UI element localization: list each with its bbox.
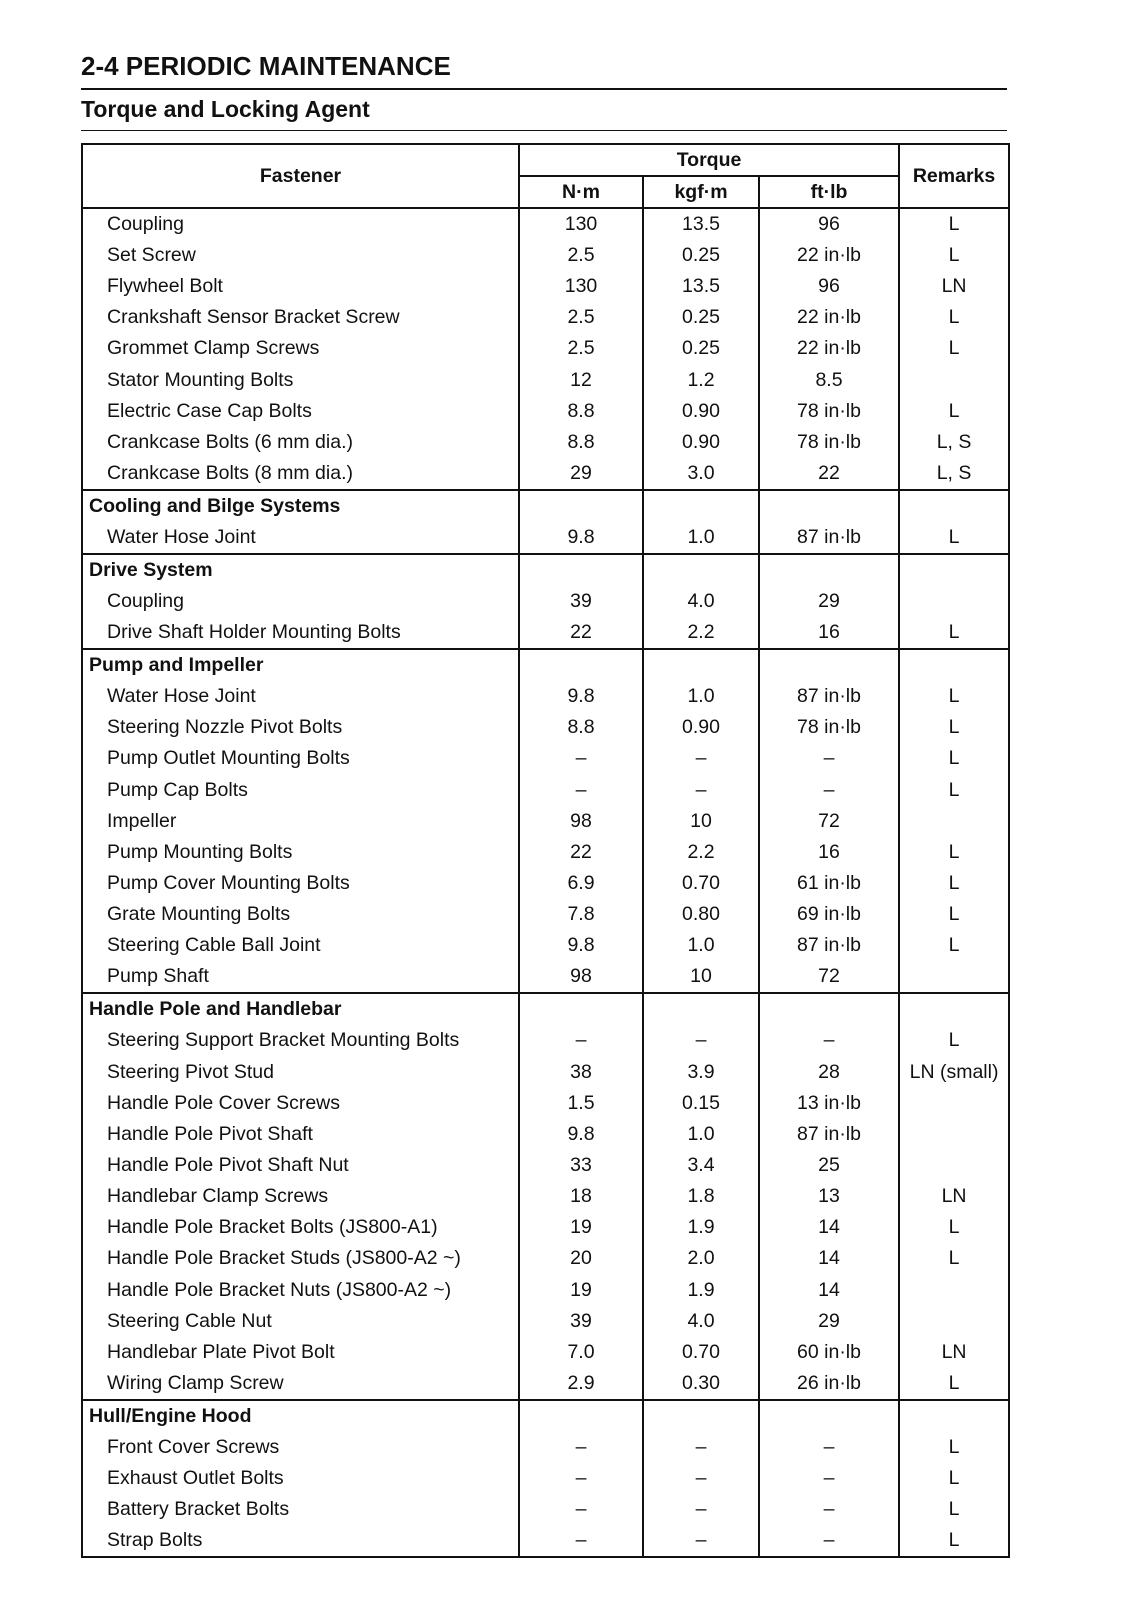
- torque-ftlb-cell: 13 in·lb: [759, 1088, 899, 1119]
- torque-nm-cell: –: [519, 1463, 643, 1494]
- torque-kgfm-cell: 2.2: [643, 837, 759, 868]
- group-header-row: [82, 1400, 1009, 1432]
- fastener-cell: Impeller: [82, 806, 519, 837]
- remarks-cell: L: [899, 1212, 1009, 1243]
- remarks-cell: L: [899, 208, 1009, 240]
- remarks-cell: L: [899, 743, 1009, 774]
- torque-ftlb-cell: –: [759, 1432, 899, 1463]
- torque-kgfm-cell: –: [643, 775, 759, 806]
- fastener-cell: Handle Pole Bracket Bolts (JS800-A1): [82, 1212, 519, 1243]
- torque-ftlb-cell: –: [759, 1025, 899, 1056]
- fastener-cell: Pump Cap Bolts: [82, 775, 519, 806]
- torque-ftlb-cell: 87 in·lb: [759, 522, 899, 554]
- torque-kgfm-cell: 3.4: [643, 1150, 759, 1181]
- table-body: [82, 208, 1009, 1557]
- torque-ftlb-cell: 72: [759, 806, 899, 837]
- torque-nm-cell: 98: [519, 806, 643, 837]
- torque-nm-cell: 9.8: [519, 681, 643, 712]
- torque-nm-cell: –: [519, 743, 643, 774]
- torque-nm-cell: 22: [519, 837, 643, 868]
- table-row: [82, 1088, 1009, 1119]
- torque-ftlb-cell: 69 in·lb: [759, 899, 899, 930]
- fastener-cell: Grate Mounting Bolts: [82, 899, 519, 930]
- torque-kgfm-cell: 10: [643, 806, 759, 837]
- torque-nm-cell: 8.8: [519, 712, 643, 743]
- torque-ftlb-cell: 60 in·lb: [759, 1337, 899, 1368]
- torque-kgfm-cell: 0.90: [643, 427, 759, 458]
- table-row: [82, 1025, 1009, 1056]
- torque-ftlb-cell: 14: [759, 1243, 899, 1274]
- table-row: [82, 458, 1009, 490]
- table-row: [82, 1432, 1009, 1463]
- remarks-cell: [899, 1119, 1009, 1150]
- torque-kgfm-cell: 2.2: [643, 617, 759, 649]
- torque-ftlb-cell: 16: [759, 617, 899, 649]
- remarks-cell: [899, 806, 1009, 837]
- empty-cell: [899, 554, 1009, 586]
- remarks-cell: L: [899, 681, 1009, 712]
- torque-kgfm-cell: 1.9: [643, 1212, 759, 1243]
- empty-cell: [519, 490, 643, 522]
- torque-nm-cell: 2.9: [519, 1368, 643, 1400]
- table-row: [82, 1212, 1009, 1243]
- torque-kgfm-cell: –: [643, 1432, 759, 1463]
- torque-kgfm-cell: –: [643, 1494, 759, 1525]
- torque-ftlb-cell: 13: [759, 1181, 899, 1212]
- remarks-cell: L: [899, 930, 1009, 961]
- fastener-cell: Steering Cable Ball Joint: [82, 930, 519, 961]
- fastener-cell: Stator Mounting Bolts: [82, 365, 519, 396]
- torque-ftlb-cell: 96: [759, 208, 899, 240]
- torque-nm-cell: –: [519, 775, 643, 806]
- torque-kgfm-cell: 1.0: [643, 522, 759, 554]
- header-kgfm: kgf·m: [643, 176, 759, 208]
- torque-ftlb-cell: 87 in·lb: [759, 681, 899, 712]
- table-row: [82, 208, 1009, 240]
- torque-ftlb-cell: 29: [759, 586, 899, 617]
- fastener-cell: Drive Shaft Holder Mounting Bolts: [82, 617, 519, 649]
- group-title: Handle Pole and Handlebar: [82, 993, 519, 1025]
- fastener-cell: Set Screw: [82, 240, 519, 271]
- remarks-cell: L: [899, 1025, 1009, 1056]
- remarks-cell: [899, 586, 1009, 617]
- remarks-cell: L: [899, 1368, 1009, 1400]
- empty-cell: [899, 1400, 1009, 1432]
- fastener-cell: Grommet Clamp Screws: [82, 333, 519, 364]
- torque-kgfm-cell: 0.70: [643, 868, 759, 899]
- torque-ftlb-cell: 78 in·lb: [759, 712, 899, 743]
- fastener-cell: Steering Nozzle Pivot Bolts: [82, 712, 519, 743]
- torque-ftlb-cell: 72: [759, 961, 899, 993]
- remarks-cell: L: [899, 1525, 1009, 1557]
- torque-ftlb-cell: 87 in·lb: [759, 1119, 899, 1150]
- table-row: [82, 868, 1009, 899]
- header-fastener: Fastener: [82, 144, 519, 208]
- torque-ftlb-cell: 22 in·lb: [759, 302, 899, 333]
- remarks-cell: L: [899, 837, 1009, 868]
- torque-ftlb-cell: 22: [759, 458, 899, 490]
- table-row: [82, 1150, 1009, 1181]
- torque-ftlb-cell: –: [759, 1463, 899, 1494]
- fastener-cell: Electric Case Cap Bolts: [82, 396, 519, 427]
- torque-kgfm-cell: 0.70: [643, 1337, 759, 1368]
- torque-nm-cell: 19: [519, 1212, 643, 1243]
- remarks-cell: [899, 961, 1009, 993]
- torque-nm-cell: 22: [519, 617, 643, 649]
- torque-ftlb-cell: 29: [759, 1306, 899, 1337]
- torque-table-container: [81, 143, 1008, 1558]
- torque-nm-cell: 98: [519, 961, 643, 993]
- torque-nm-cell: 8.8: [519, 396, 643, 427]
- torque-kgfm-cell: 1.0: [643, 930, 759, 961]
- torque-nm-cell: 8.8: [519, 427, 643, 458]
- table-row: [82, 837, 1009, 868]
- group-title: Pump and Impeller: [82, 649, 519, 681]
- torque-kgfm-cell: 0.25: [643, 302, 759, 333]
- table-row: [82, 365, 1009, 396]
- empty-cell: [899, 993, 1009, 1025]
- torque-ftlb-cell: 26 in·lb: [759, 1368, 899, 1400]
- torque-nm-cell: 29: [519, 458, 643, 490]
- fastener-cell: Steering Pivot Stud: [82, 1057, 519, 1088]
- remarks-cell: L: [899, 1432, 1009, 1463]
- table-header: [82, 144, 1009, 208]
- table-row: [82, 396, 1009, 427]
- fastener-cell: Pump Mounting Bolts: [82, 837, 519, 868]
- torque-ftlb-cell: 96: [759, 271, 899, 302]
- table-row: [82, 775, 1009, 806]
- torque-nm-cell: 6.9: [519, 868, 643, 899]
- remarks-cell: LN: [899, 1337, 1009, 1368]
- fastener-cell: Front Cover Screws: [82, 1432, 519, 1463]
- remarks-cell: [899, 1150, 1009, 1181]
- table-row: [82, 1463, 1009, 1494]
- table-row: [82, 1243, 1009, 1274]
- fastener-cell: Flywheel Bolt: [82, 271, 519, 302]
- torque-ftlb-cell: 28: [759, 1057, 899, 1088]
- group-header-row: [82, 993, 1009, 1025]
- torque-kgfm-cell: 0.25: [643, 240, 759, 271]
- table-row: [82, 899, 1009, 930]
- torque-nm-cell: 2.5: [519, 302, 643, 333]
- torque-nm-cell: 38: [519, 1057, 643, 1088]
- empty-cell: [643, 490, 759, 522]
- remarks-cell: [899, 1275, 1009, 1306]
- fastener-cell: Water Hose Joint: [82, 681, 519, 712]
- remarks-cell: L: [899, 302, 1009, 333]
- table-row: [82, 522, 1009, 554]
- fastener-cell: Crankcase Bolts (8 mm dia.): [82, 458, 519, 490]
- remarks-cell: L: [899, 396, 1009, 427]
- remarks-cell: L: [899, 617, 1009, 649]
- table-row: [82, 333, 1009, 364]
- torque-nm-cell: 9.8: [519, 522, 643, 554]
- torque-ftlb-cell: 25: [759, 1150, 899, 1181]
- torque-nm-cell: –: [519, 1432, 643, 1463]
- fastener-cell: Exhaust Outlet Bolts: [82, 1463, 519, 1494]
- fastener-cell: Handle Pole Bracket Nuts (JS800-A2 ~): [82, 1275, 519, 1306]
- torque-ftlb-cell: 22 in·lb: [759, 240, 899, 271]
- torque-kgfm-cell: 0.90: [643, 712, 759, 743]
- fastener-cell: Handlebar Clamp Screws: [82, 1181, 519, 1212]
- torque-kgfm-cell: 3.9: [643, 1057, 759, 1088]
- section-title: Torque and Locking Agent: [81, 90, 1007, 131]
- empty-cell: [899, 490, 1009, 522]
- torque-kgfm-cell: 0.80: [643, 899, 759, 930]
- torque-kgfm-cell: 0.15: [643, 1088, 759, 1119]
- table-row: [82, 1057, 1009, 1088]
- table-row: [82, 427, 1009, 458]
- table-row: [82, 1494, 1009, 1525]
- torque-nm-cell: 39: [519, 1306, 643, 1337]
- fastener-cell: Battery Bracket Bolts: [82, 1494, 519, 1525]
- fastener-cell: Coupling: [82, 208, 519, 240]
- header-torque: Torque: [519, 144, 899, 176]
- remarks-cell: LN: [899, 271, 1009, 302]
- torque-nm-cell: 12: [519, 365, 643, 396]
- table-row: [82, 1525, 1009, 1557]
- group-header-row: [82, 490, 1009, 522]
- remarks-cell: [899, 365, 1009, 396]
- torque-table: [81, 143, 1010, 1558]
- table-row: [82, 1119, 1009, 1150]
- torque-kgfm-cell: 13.5: [643, 271, 759, 302]
- fastener-cell: Crankshaft Sensor Bracket Screw: [82, 302, 519, 333]
- torque-ftlb-cell: 61 in·lb: [759, 868, 899, 899]
- empty-cell: [759, 554, 899, 586]
- torque-kgfm-cell: 1.2: [643, 365, 759, 396]
- torque-nm-cell: 7.8: [519, 899, 643, 930]
- empty-cell: [643, 649, 759, 681]
- torque-nm-cell: 20: [519, 1243, 643, 1274]
- torque-kgfm-cell: 0.25: [643, 333, 759, 364]
- torque-ftlb-cell: 87 in·lb: [759, 930, 899, 961]
- torque-kgfm-cell: 13.5: [643, 208, 759, 240]
- remarks-cell: L: [899, 333, 1009, 364]
- remarks-cell: LN (small): [899, 1057, 1009, 1088]
- fastener-cell: Steering Support Bracket Mounting Bolts: [82, 1025, 519, 1056]
- torque-kgfm-cell: –: [643, 743, 759, 774]
- torque-nm-cell: –: [519, 1494, 643, 1525]
- torque-ftlb-cell: 78 in·lb: [759, 427, 899, 458]
- table-row: [82, 1337, 1009, 1368]
- fastener-cell: Coupling: [82, 586, 519, 617]
- group-title: Cooling and Bilge Systems: [82, 490, 519, 522]
- empty-cell: [759, 993, 899, 1025]
- torque-kgfm-cell: 1.8: [643, 1181, 759, 1212]
- torque-nm-cell: 19: [519, 1275, 643, 1306]
- fastener-cell: Crankcase Bolts (6 mm dia.): [82, 427, 519, 458]
- empty-cell: [759, 649, 899, 681]
- fastener-cell: Pump Outlet Mounting Bolts: [82, 743, 519, 774]
- remarks-cell: L: [899, 899, 1009, 930]
- page-header: [81, 48, 1007, 131]
- fastener-cell: Wiring Clamp Screw: [82, 1368, 519, 1400]
- header-remarks: Remarks: [899, 144, 1009, 208]
- remarks-cell: LN: [899, 1181, 1009, 1212]
- table-row: [82, 586, 1009, 617]
- fastener-cell: Handlebar Plate Pivot Bolt: [82, 1337, 519, 1368]
- remarks-cell: L: [899, 775, 1009, 806]
- remarks-cell: L: [899, 522, 1009, 554]
- torque-nm-cell: 2.5: [519, 333, 643, 364]
- torque-ftlb-cell: –: [759, 743, 899, 774]
- torque-kgfm-cell: 0.30: [643, 1368, 759, 1400]
- torque-kgfm-cell: –: [643, 1463, 759, 1494]
- remarks-cell: L: [899, 868, 1009, 899]
- table-row: [82, 961, 1009, 993]
- table-row: [82, 271, 1009, 302]
- torque-kgfm-cell: 4.0: [643, 1306, 759, 1337]
- chapter-title: 2-4 PERIODIC MAINTENANCE: [81, 48, 1007, 90]
- torque-ftlb-cell: 14: [759, 1212, 899, 1243]
- fastener-cell: Handle Pole Pivot Shaft: [82, 1119, 519, 1150]
- empty-cell: [759, 1400, 899, 1432]
- remarks-cell: L: [899, 1494, 1009, 1525]
- torque-nm-cell: 2.5: [519, 240, 643, 271]
- remarks-cell: L, S: [899, 427, 1009, 458]
- fastener-cell: Handle Pole Bracket Studs (JS800-A2 ~): [82, 1243, 519, 1274]
- torque-kgfm-cell: 0.90: [643, 396, 759, 427]
- table-row: [82, 806, 1009, 837]
- group-header-row: [82, 554, 1009, 586]
- table-row: [82, 1368, 1009, 1400]
- remarks-cell: [899, 1088, 1009, 1119]
- torque-kgfm-cell: –: [643, 1025, 759, 1056]
- torque-ftlb-cell: –: [759, 1525, 899, 1557]
- torque-kgfm-cell: 1.0: [643, 1119, 759, 1150]
- fastener-cell: Pump Cover Mounting Bolts: [82, 868, 519, 899]
- table-row: [82, 712, 1009, 743]
- table-row: [82, 930, 1009, 961]
- remarks-cell: L: [899, 1463, 1009, 1494]
- empty-cell: [519, 1400, 643, 1432]
- torque-kgfm-cell: –: [643, 1525, 759, 1557]
- header-nm: N·m: [519, 176, 643, 208]
- torque-ftlb-cell: 78 in·lb: [759, 396, 899, 427]
- torque-nm-cell: 33: [519, 1150, 643, 1181]
- remarks-cell: L: [899, 1243, 1009, 1274]
- table-row: [82, 240, 1009, 271]
- torque-ftlb-cell: 22 in·lb: [759, 333, 899, 364]
- remarks-cell: L, S: [899, 458, 1009, 490]
- torque-nm-cell: –: [519, 1525, 643, 1557]
- empty-cell: [643, 1400, 759, 1432]
- empty-cell: [643, 554, 759, 586]
- fastener-cell: Handle Pole Cover Screws: [82, 1088, 519, 1119]
- torque-kgfm-cell: 1.0: [643, 681, 759, 712]
- torque-nm-cell: 1.5: [519, 1088, 643, 1119]
- fastener-cell: Water Hose Joint: [82, 522, 519, 554]
- group-header-row: [82, 649, 1009, 681]
- torque-kgfm-cell: 3.0: [643, 458, 759, 490]
- header-ftlb: ft·lb: [759, 176, 899, 208]
- empty-cell: [899, 649, 1009, 681]
- torque-nm-cell: 7.0: [519, 1337, 643, 1368]
- torque-nm-cell: 9.8: [519, 930, 643, 961]
- torque-kgfm-cell: 10: [643, 961, 759, 993]
- table-row: [82, 1181, 1009, 1212]
- torque-nm-cell: 9.8: [519, 1119, 643, 1150]
- empty-cell: [643, 993, 759, 1025]
- table-row: [82, 681, 1009, 712]
- torque-kgfm-cell: 1.9: [643, 1275, 759, 1306]
- table-row: [82, 617, 1009, 649]
- empty-cell: [519, 554, 643, 586]
- fastener-cell: Handle Pole Pivot Shaft Nut: [82, 1150, 519, 1181]
- group-title: Hull/Engine Hood: [82, 1400, 519, 1432]
- table-row: [82, 743, 1009, 774]
- fastener-cell: Pump Shaft: [82, 961, 519, 993]
- table-row: [82, 1306, 1009, 1337]
- remarks-cell: L: [899, 712, 1009, 743]
- torque-ftlb-cell: –: [759, 775, 899, 806]
- torque-kgfm-cell: 4.0: [643, 586, 759, 617]
- torque-nm-cell: –: [519, 1025, 643, 1056]
- fastener-cell: Steering Cable Nut: [82, 1306, 519, 1337]
- torque-ftlb-cell: 8.5: [759, 365, 899, 396]
- torque-ftlb-cell: –: [759, 1494, 899, 1525]
- fastener-cell: Strap Bolts: [82, 1525, 519, 1557]
- table-row: [82, 1275, 1009, 1306]
- empty-cell: [519, 993, 643, 1025]
- torque-kgfm-cell: 2.0: [643, 1243, 759, 1274]
- empty-cell: [759, 490, 899, 522]
- table-row: [82, 302, 1009, 333]
- torque-ftlb-cell: 14: [759, 1275, 899, 1306]
- torque-ftlb-cell: 16: [759, 837, 899, 868]
- remarks-cell: L: [899, 240, 1009, 271]
- empty-cell: [519, 649, 643, 681]
- torque-nm-cell: 39: [519, 586, 643, 617]
- remarks-cell: [899, 1306, 1009, 1337]
- torque-nm-cell: 18: [519, 1181, 643, 1212]
- group-title: Drive System: [82, 554, 519, 586]
- torque-nm-cell: 130: [519, 271, 643, 302]
- torque-nm-cell: 130: [519, 208, 643, 240]
